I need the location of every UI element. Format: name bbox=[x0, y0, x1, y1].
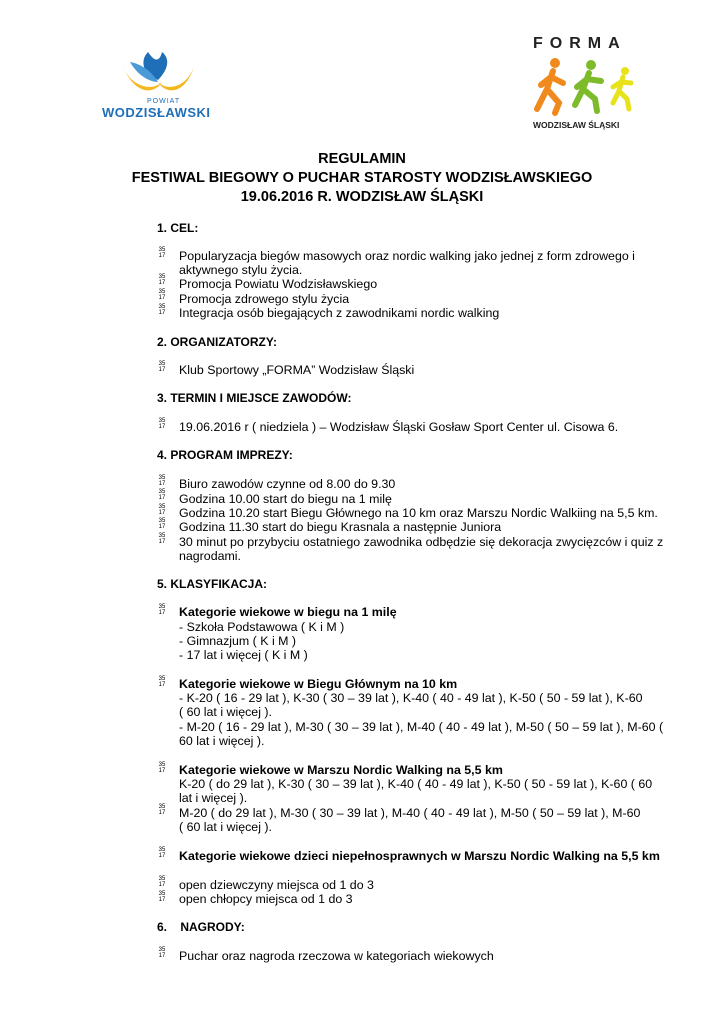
category-line: K-20 ( do 29 lat ), K-30 ( 30 – 39 lat ), K-40 ( 40 - 49 lat ), K-50 ( 50 - 59 lat ), K-60 ( 60 bbox=[179, 777, 653, 791]
bullet-icon: 35 17 bbox=[158, 304, 166, 316]
category-heading: Kategorie wiekowe w Biegu Głównym na 10 km bbox=[179, 677, 458, 691]
category-heading: Kategorie wiekowe dzieci niepełnosprawnych w Marszu Nordic Walking na 5,5 km bbox=[179, 849, 660, 863]
wodzislawski-label: WODZISŁAWSKI bbox=[102, 105, 211, 120]
forma-logo bbox=[525, 35, 645, 135]
bullet-icon: 35 17 bbox=[158, 947, 166, 959]
category-line: - M-20 ( 16 - 29 lat ), M-30 ( 30 – 39 lat ), M-40 ( 40 - 49 lat ), M-50 ( 50 – 59 lat ), M-60 ( bbox=[179, 720, 664, 734]
category-line: 60 lat i więcej ). bbox=[179, 734, 265, 748]
bullet-icon: 35 17 bbox=[158, 489, 166, 501]
powiat-logo bbox=[100, 42, 235, 127]
category-heading: Kategorie wiekowe w Marszu Nordic Walking na 5,5 km bbox=[179, 763, 503, 777]
bullet-icon: 35 17 bbox=[158, 361, 166, 373]
section-organizatorzy: 2. ORGANIZATORZY: bbox=[157, 335, 277, 349]
bullet-icon: 35 17 bbox=[158, 604, 166, 616]
bullet-icon: 35 17 bbox=[158, 533, 166, 545]
bullet-icon: 35 17 bbox=[158, 847, 166, 859]
category-heading: Kategorie wiekowe w biegu na 1 milę bbox=[179, 605, 397, 619]
forma-city: WODZISŁAW ŚLĄSKI bbox=[533, 120, 620, 130]
forma-title: FORMA bbox=[533, 35, 627, 52]
runners-icon bbox=[533, 55, 643, 117]
bullet-icon: 35 17 bbox=[158, 274, 166, 286]
category-line: - Szkoła Podstawowa ( K i M ) bbox=[179, 620, 345, 634]
bullet-icon: 35 17 bbox=[158, 804, 166, 816]
section-cel: 1. CEL: bbox=[157, 221, 199, 235]
bullet-icon: 35 17 bbox=[158, 676, 166, 688]
list-item: Integracja osób biegających z zawodnikami nordic walking bbox=[179, 306, 500, 320]
section-klasyfikacja: 5. KLASYFIKACJA: bbox=[157, 577, 268, 591]
list-item: open chłopcy miejsca od 1 do 3 bbox=[179, 892, 353, 906]
bullet-icon: 35 17 bbox=[158, 518, 166, 530]
list-item: Klub Sportowy „FORMA” Wodzisław Śląski bbox=[179, 363, 415, 377]
doc-date: 19.06.2016 R. WODZISŁAW ŚLĄSKI bbox=[240, 189, 484, 205]
bullet-icon: 35 17 bbox=[158, 504, 166, 516]
list-item: Promocja Powiatu Wodzisławskiego bbox=[179, 277, 378, 291]
list-item: Popularyzacja biegów masowych oraz nordic walking jako jednej z form zdrowego i bbox=[179, 249, 635, 263]
list-item: Promocja zdrowego stylu życia bbox=[179, 292, 350, 306]
category-line: ( 60 lat i więcej ). bbox=[179, 705, 272, 719]
bullet-icon: 35 17 bbox=[158, 418, 166, 430]
category-line: M-20 ( do 29 lat ), M-30 ( 30 – 39 lat ), M-40 ( 40 - 49 lat ), M-50 ( 50 – 59 lat ), M-60 bbox=[179, 806, 641, 820]
list-item: Godzina 11.30 start do biegu Krasnala a następnie Juniora bbox=[179, 520, 502, 534]
section-program: 4. PROGRAM IMPREZY: bbox=[157, 448, 293, 462]
section-termin: 3. TERMIN I MIEJSCE ZAWODÓW: bbox=[157, 391, 352, 405]
category-line: - K-20 ( 16 - 29 lat ), K-30 ( 30 – 39 lat ), K-40 ( 40 - 49 lat ), K-50 ( 50 - 59 lat ), K-60 bbox=[179, 691, 643, 705]
bullet-icon: 35 17 bbox=[158, 247, 166, 259]
bullet-icon: 35 17 bbox=[158, 475, 166, 487]
list-item: 19.06.2016 r ( niedziela ) – Wodzisław Śląski Gosław Sport Center ul. Cisowa 6. bbox=[179, 420, 619, 434]
list-item-cont: nagrodami. bbox=[179, 549, 241, 563]
list-item: Godzina 10.20 start Biegu Głównego na 10 km oraz Marszu Nordic Walkiing na 5,5 km. bbox=[179, 506, 658, 520]
bullet-icon: 35 17 bbox=[158, 289, 166, 301]
list-item: 30 minut po przybyciu ostatniego zawodnika odbędzie się dekoracja zwycięzców i quiz z bbox=[179, 535, 664, 549]
list-item: Biuro zawodów czynne od 8.00 do 9.30 bbox=[179, 477, 396, 491]
section-nagrody: 6. NAGRODY: bbox=[157, 920, 245, 934]
category-line: lat i więcej ). bbox=[179, 791, 248, 805]
bullet-icon: 35 17 bbox=[158, 891, 166, 903]
doc-subtitle: FESTIWAL BIEGOWY O PUCHAR STAROSTY WODZISŁAWSKIEGO bbox=[131, 170, 593, 186]
list-item: Godzina 10.00 start do biegu na 1 milę bbox=[179, 492, 392, 506]
list-item-cont: aktywnego stylu życia. bbox=[179, 263, 303, 277]
doc-title: REGULAMIN bbox=[318, 151, 406, 167]
list-item: Puchar oraz nagroda rzeczowa w kategoriach wiekowych bbox=[179, 949, 494, 963]
bullet-icon: 35 17 bbox=[158, 762, 166, 774]
category-line: - 17 lat i więcej ( K i M ) bbox=[179, 648, 308, 662]
list-item: open dziewczyny miejsca od 1 do 3 bbox=[179, 878, 374, 892]
category-line: ( 60 lat i więcej ). bbox=[179, 820, 272, 834]
category-line: - Gimnazjum ( K i M ) bbox=[179, 634, 297, 648]
bullet-icon: 35 17 bbox=[158, 876, 166, 888]
powiat-label: POWIAT bbox=[147, 98, 181, 105]
